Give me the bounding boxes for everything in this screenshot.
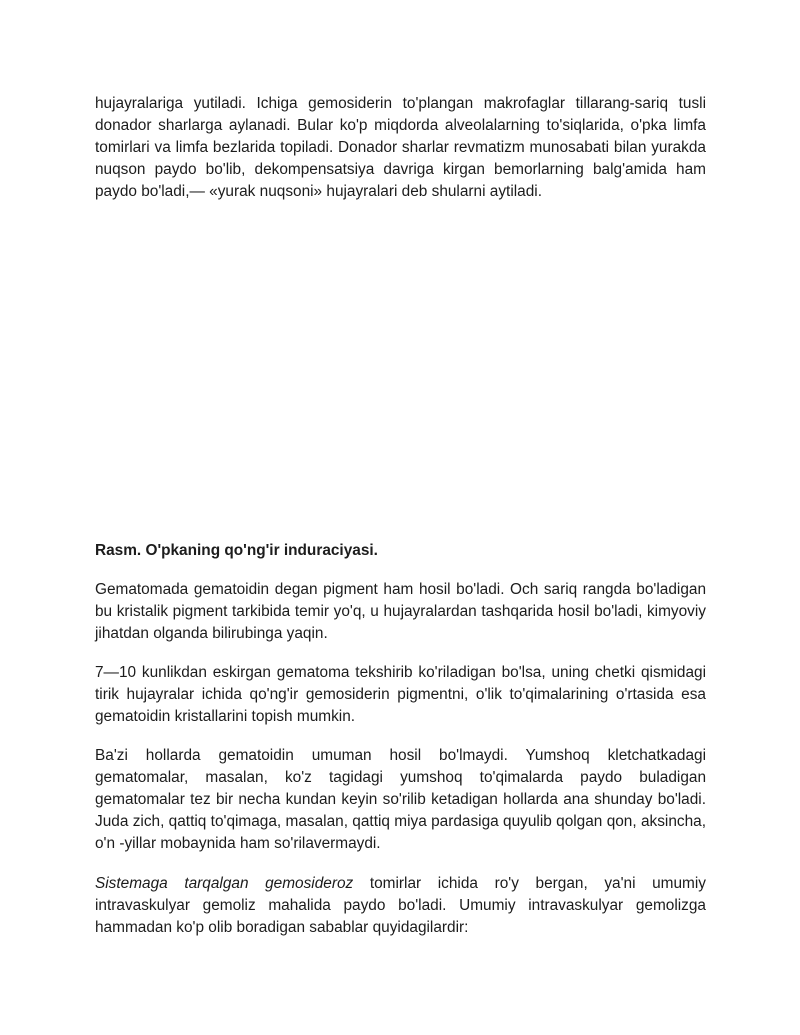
paragraph-gemosideroz-text: tomirlar ichida ro'y bergan, ya'ni umumiy intravaskulyar gemoliz mahalida paydo bo'ladi. Umumiy intravaskulyar gemolizga hammadan ko'p olib boradigan sabablar quyidagilardir: (95, 875, 706, 936)
paragraph-gematoidin: Gematomada gematoidin degan pigment ham hosil bo'ladi. Och sariq rangda bo'ladigan bu kristalik pigment tarkibida temir yo'q, u hujayralardan tashqarida hosil bo'ladi, kimyoviy jihatdan olganda bilirubinga yaqin. (95, 581, 706, 642)
paragraph-gemosideroz (95, 873, 706, 939)
figure-caption: Rasm. O'pkaning qo'ng'ir induraciyasi. (95, 542, 378, 559)
paragraph-gematoidin-hosil-bolmaydi: Ba'zi hollarda gematoidin umuman hosil bo'lmaydi. Yumshoq kletchatkadagi gematomalar, masalan, ko'z tagidagi yumshoq to'qimalarda paydo buladigan gematomalar tez bir necha kundan keyin so'rilib ketadigan hollarda ana shunday bo'ladi. Juda zich, qattiq to'qimaga, masalan, qattiq miya pardasiga quyulib qolgan qon, aksincha, o'n -yillar mobaynida ham so'rilavermaydi. (95, 747, 706, 852)
paragraph-gematoma-tekshirish: 7—10 kunlikdan eskirgan gematoma tekshirib ko'riladigan bo'lsa, uning chetki qismidagi tirik hujayralar ichida qo'ng'ir gemosiderin pigmentni, o'lik to'qimalarining o'rtasida esa gematoidin kristallarini topish mumkin. (95, 664, 706, 725)
term-italic: Sistemaga tarqalgan gemosideroz (95, 875, 354, 892)
paragraph-makrofaglar: hujayralariga yutiladi. Ichiga gemosiderin to'plangan makrofaglar tillarang-sariq tusli donador sharlarga aylanadi. Bular ko'p miqdorda alveolalarning to'siqlarida, o'pka limfa tomirlari va limfa bezlarida topiladi. Donador sharlar revmatizm munosabati bilan yurakda nuqson paydo bo'lib, dekompensatsiya davriga kirgan bemorlarning balg'amida ham paydo bo'ladi,— «yurak nuqsoni» hujayralari deb shularni aytiladi. (95, 95, 706, 200)
figure-blank-area (95, 210, 706, 530)
